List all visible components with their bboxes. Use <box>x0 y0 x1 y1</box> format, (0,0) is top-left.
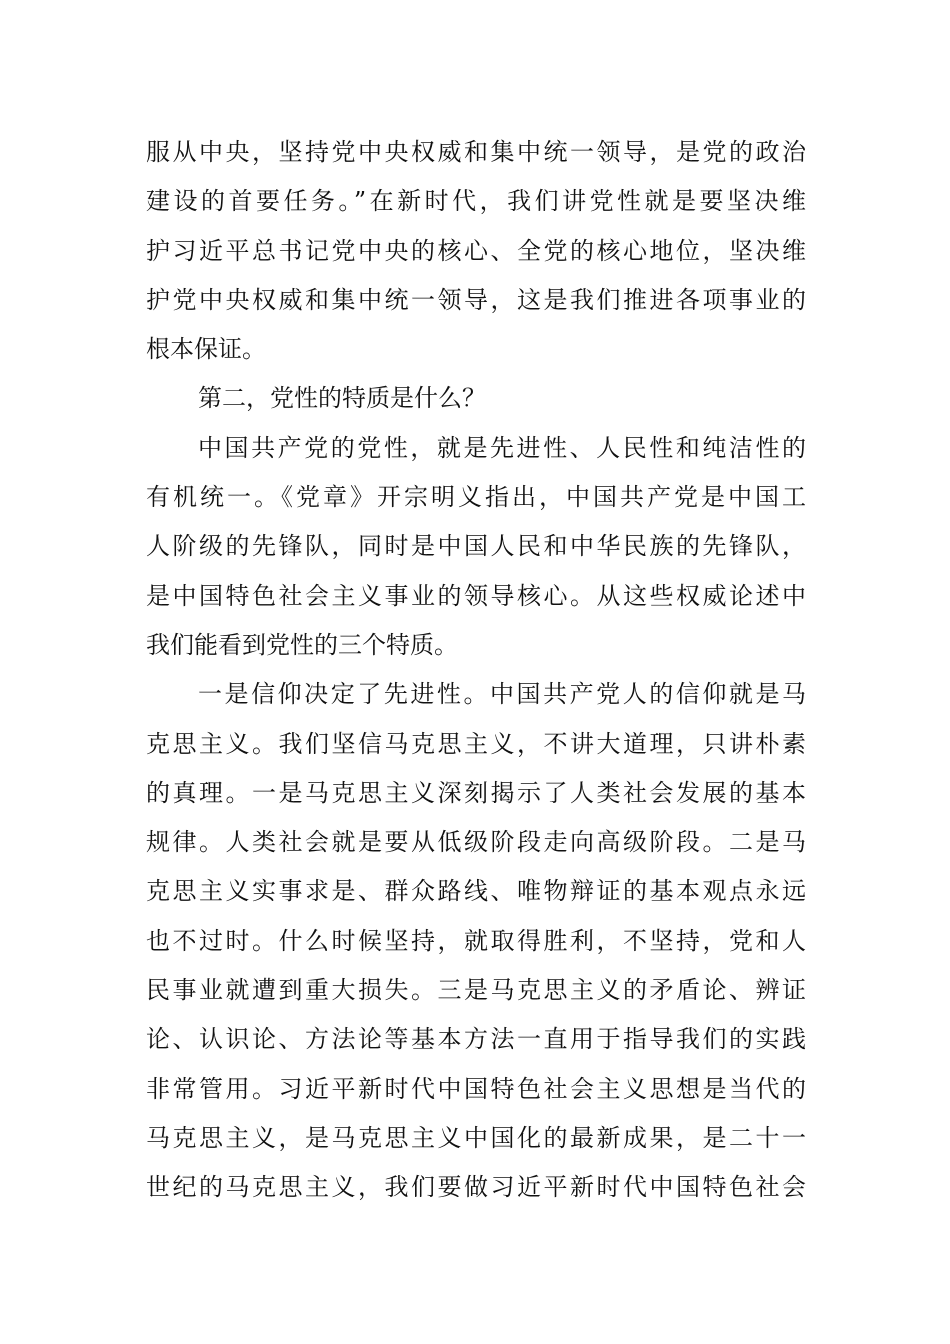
text-line: 马克思主义，是马克思主义中国化的最新成果，是二十一 <box>146 1123 806 1152</box>
text-line: 非常管用。习近平新时代中国特色社会主义思想是当代的 <box>146 1074 806 1103</box>
text-line: 有机统一。《党章》开宗明义指出，中国共产党是中国工 <box>146 483 806 512</box>
paragraph-continued <box>146 128 806 374</box>
text-line: 护党中央权威和集中统一领导，这是我们推进各项事业的 <box>146 285 806 314</box>
text-line: 建设的首要任务。”在新时代，我们讲党性就是要坚决维 <box>146 187 806 216</box>
paragraph-belief <box>146 670 806 1212</box>
text-line: 的真理。一是马克思主义深刻揭示了人类社会发展的基本 <box>146 778 806 807</box>
text-line: 根本保证。 <box>146 335 266 364</box>
text-line: 规律。人类社会就是要从低级阶段走向高级阶段。二是马 <box>146 828 806 857</box>
heading-line: 第二，党性的特质是什么？ <box>198 384 486 413</box>
text-line: 是中国特色社会主义事业的领导核心。从这些权威论述中 <box>146 581 806 610</box>
paragraph-party-nature <box>146 424 806 670</box>
text-line: 服从中央，坚持党中央权威和集中统一领导，是党的政治 <box>146 138 806 166</box>
text-line: 克思主义。我们坚信马克思主义，不讲大道理，只讲朴素 <box>146 729 806 758</box>
text-line: 克思主义实事求是、群众路线、唯物辩证的基本观点永远 <box>146 877 806 906</box>
document-body <box>146 128 806 1213</box>
text-line: 我们能看到党性的三个特质。 <box>146 630 458 659</box>
text-line: 人阶级的先锋队，同时是中国人民和中华民族的先锋队， <box>146 532 806 561</box>
text-line: 一是信仰决定了先进性。中国共产党人的信仰就是马 <box>198 680 806 709</box>
text-line: 世纪的马克思主义，我们要做习近平新时代中国特色社会 <box>146 1173 806 1202</box>
section-heading <box>146 374 806 423</box>
text-line: 护习近平总书记党中央的核心、全党的核心地位，坚决维 <box>146 236 806 265</box>
text-line: 民事业就遭到重大损失。三是马克思主义的矛盾论、辨证 <box>146 976 806 1005</box>
text-line: 也不过时。什么时候坚持，就取得胜利，不坚持，党和人 <box>146 926 806 955</box>
text-line: 论、认识论、方法论等基本方法一直用于指导我们的实践 <box>146 1025 806 1054</box>
text-line: 中国共产党的党性，就是先进性、人民性和纯洁性的 <box>198 433 806 462</box>
